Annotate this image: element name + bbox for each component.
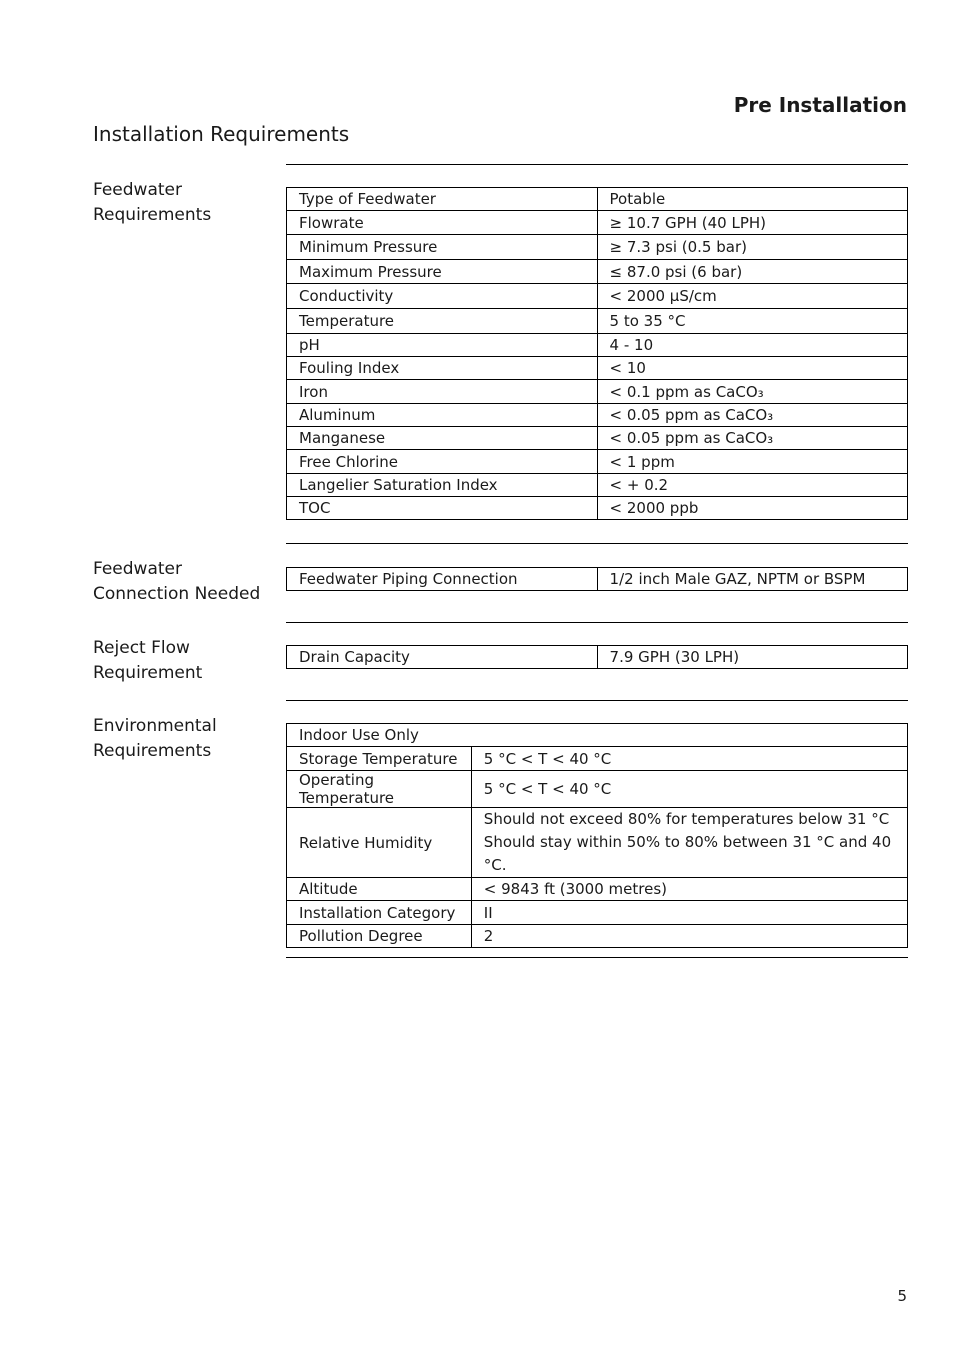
param-cell: Conductivity — [287, 284, 598, 309]
param-cell: Altitude — [287, 878, 472, 901]
table-row — [287, 568, 908, 591]
value-cell: < 9843 ft (3000 metres) — [471, 878, 907, 901]
param-cell: Minimum Pressure — [287, 235, 598, 260]
divider — [286, 164, 908, 165]
value-cell: < 1 ppm — [597, 450, 907, 474]
param-cell: Fouling Index — [287, 357, 598, 380]
table-row — [287, 309, 908, 334]
divider — [286, 622, 908, 623]
section-label-reject: Reject Flow Requirement — [93, 638, 203, 683]
feedwater-table — [286, 187, 908, 520]
value-cell: < 2000 µS/cm — [597, 284, 907, 309]
value-cell: 5 °C < T < 40 °C — [471, 771, 907, 808]
table-row — [287, 646, 908, 669]
divider — [286, 957, 908, 958]
table-row — [287, 284, 908, 309]
value-cell: 2 — [471, 925, 907, 948]
value-cell: II — [471, 901, 907, 925]
page-title: Installation Requirements — [93, 122, 350, 146]
param-cell: Langelier Saturation Index — [287, 474, 598, 497]
param-cell: Flowrate — [287, 211, 598, 235]
section-label-connection: Feedwater Connection Needed — [93, 559, 261, 604]
param-cell: Manganese — [287, 427, 598, 450]
param-cell: Aluminum — [287, 404, 598, 427]
table-row — [287, 211, 908, 235]
value-cell — [471, 808, 907, 878]
table-row — [287, 878, 908, 901]
table-row — [287, 188, 908, 211]
table-row — [287, 404, 908, 427]
table-row — [287, 925, 908, 948]
section-label-feedwater: Feedwater Requirements — [93, 180, 212, 225]
value-cell: ≤ 87.0 psi (6 bar) — [597, 260, 907, 284]
value-cell: 5 to 35 °C — [597, 309, 907, 334]
param-cell: Feedwater Piping Connection — [287, 568, 598, 591]
param-cell: Operating Temperature — [287, 771, 472, 808]
param-cell: Installation Category — [287, 901, 472, 925]
table-row — [287, 450, 908, 474]
param-cell: Free Chlorine — [287, 450, 598, 474]
page-number: 5 — [897, 1287, 907, 1305]
table-row — [287, 474, 908, 497]
table-row — [287, 235, 908, 260]
value-cell: ≥ 7.3 psi (0.5 bar) — [597, 235, 907, 260]
table-row — [287, 497, 908, 520]
table-row — [287, 260, 908, 284]
section-label-environmental: Environmental Requirements — [93, 716, 217, 761]
param-cell: pH — [287, 334, 598, 357]
value-cell: 4 - 10 — [597, 334, 907, 357]
param-cell: Maximum Pressure — [287, 260, 598, 284]
value-cell: ≥ 10.7 GPH (40 LPH) — [597, 211, 907, 235]
divider — [286, 700, 908, 701]
param-cell: Drain Capacity — [287, 646, 598, 669]
param-cell: Pollution Degree — [287, 925, 472, 948]
value-cell: 1/2 inch Male GAZ, NPTM or BSPM — [597, 568, 907, 591]
param-cell: Iron — [287, 380, 598, 404]
table-row — [287, 747, 908, 771]
divider — [286, 543, 908, 544]
table-row — [287, 380, 908, 404]
table-row — [287, 808, 908, 878]
humidity-line: Should stay within 50% to 80% between 31 °C and 40 °C. — [483, 833, 892, 874]
table-row — [287, 771, 908, 808]
value-cell: < 2000 ppb — [597, 497, 907, 520]
value-cell: < 0.05 ppm as CaCO₃ — [597, 427, 907, 450]
environmental-table — [286, 723, 908, 948]
value-cell: Potable — [597, 188, 907, 211]
indoor-use-cell: Indoor Use Only — [287, 724, 908, 747]
table-row — [287, 427, 908, 450]
param-cell: Type of Feedwater — [287, 188, 598, 211]
connection-table — [286, 567, 908, 591]
value-cell: < 0.05 ppm as CaCO₃ — [597, 404, 907, 427]
value-cell: 5 °C < T < 40 °C — [471, 747, 907, 771]
table-row — [287, 357, 908, 380]
value-cell: < 0.1 ppm as CaCO₃ — [597, 380, 907, 404]
value-cell: < + 0.2 — [597, 474, 907, 497]
table-row — [287, 724, 908, 747]
chapter-title: Pre Installation — [733, 93, 907, 117]
param-cell: Relative Humidity — [287, 808, 472, 878]
value-cell: < 10 — [597, 357, 907, 380]
reject-table — [286, 645, 908, 669]
param-cell: Temperature — [287, 309, 598, 334]
humidity-line: Should not exceed 80% for temperatures below 31 °C — [483, 810, 890, 828]
param-cell: TOC — [287, 497, 598, 520]
table-row — [287, 334, 908, 357]
value-cell: 7.9 GPH (30 LPH) — [597, 646, 907, 669]
param-cell: Storage Temperature — [287, 747, 472, 771]
table-row — [287, 901, 908, 925]
